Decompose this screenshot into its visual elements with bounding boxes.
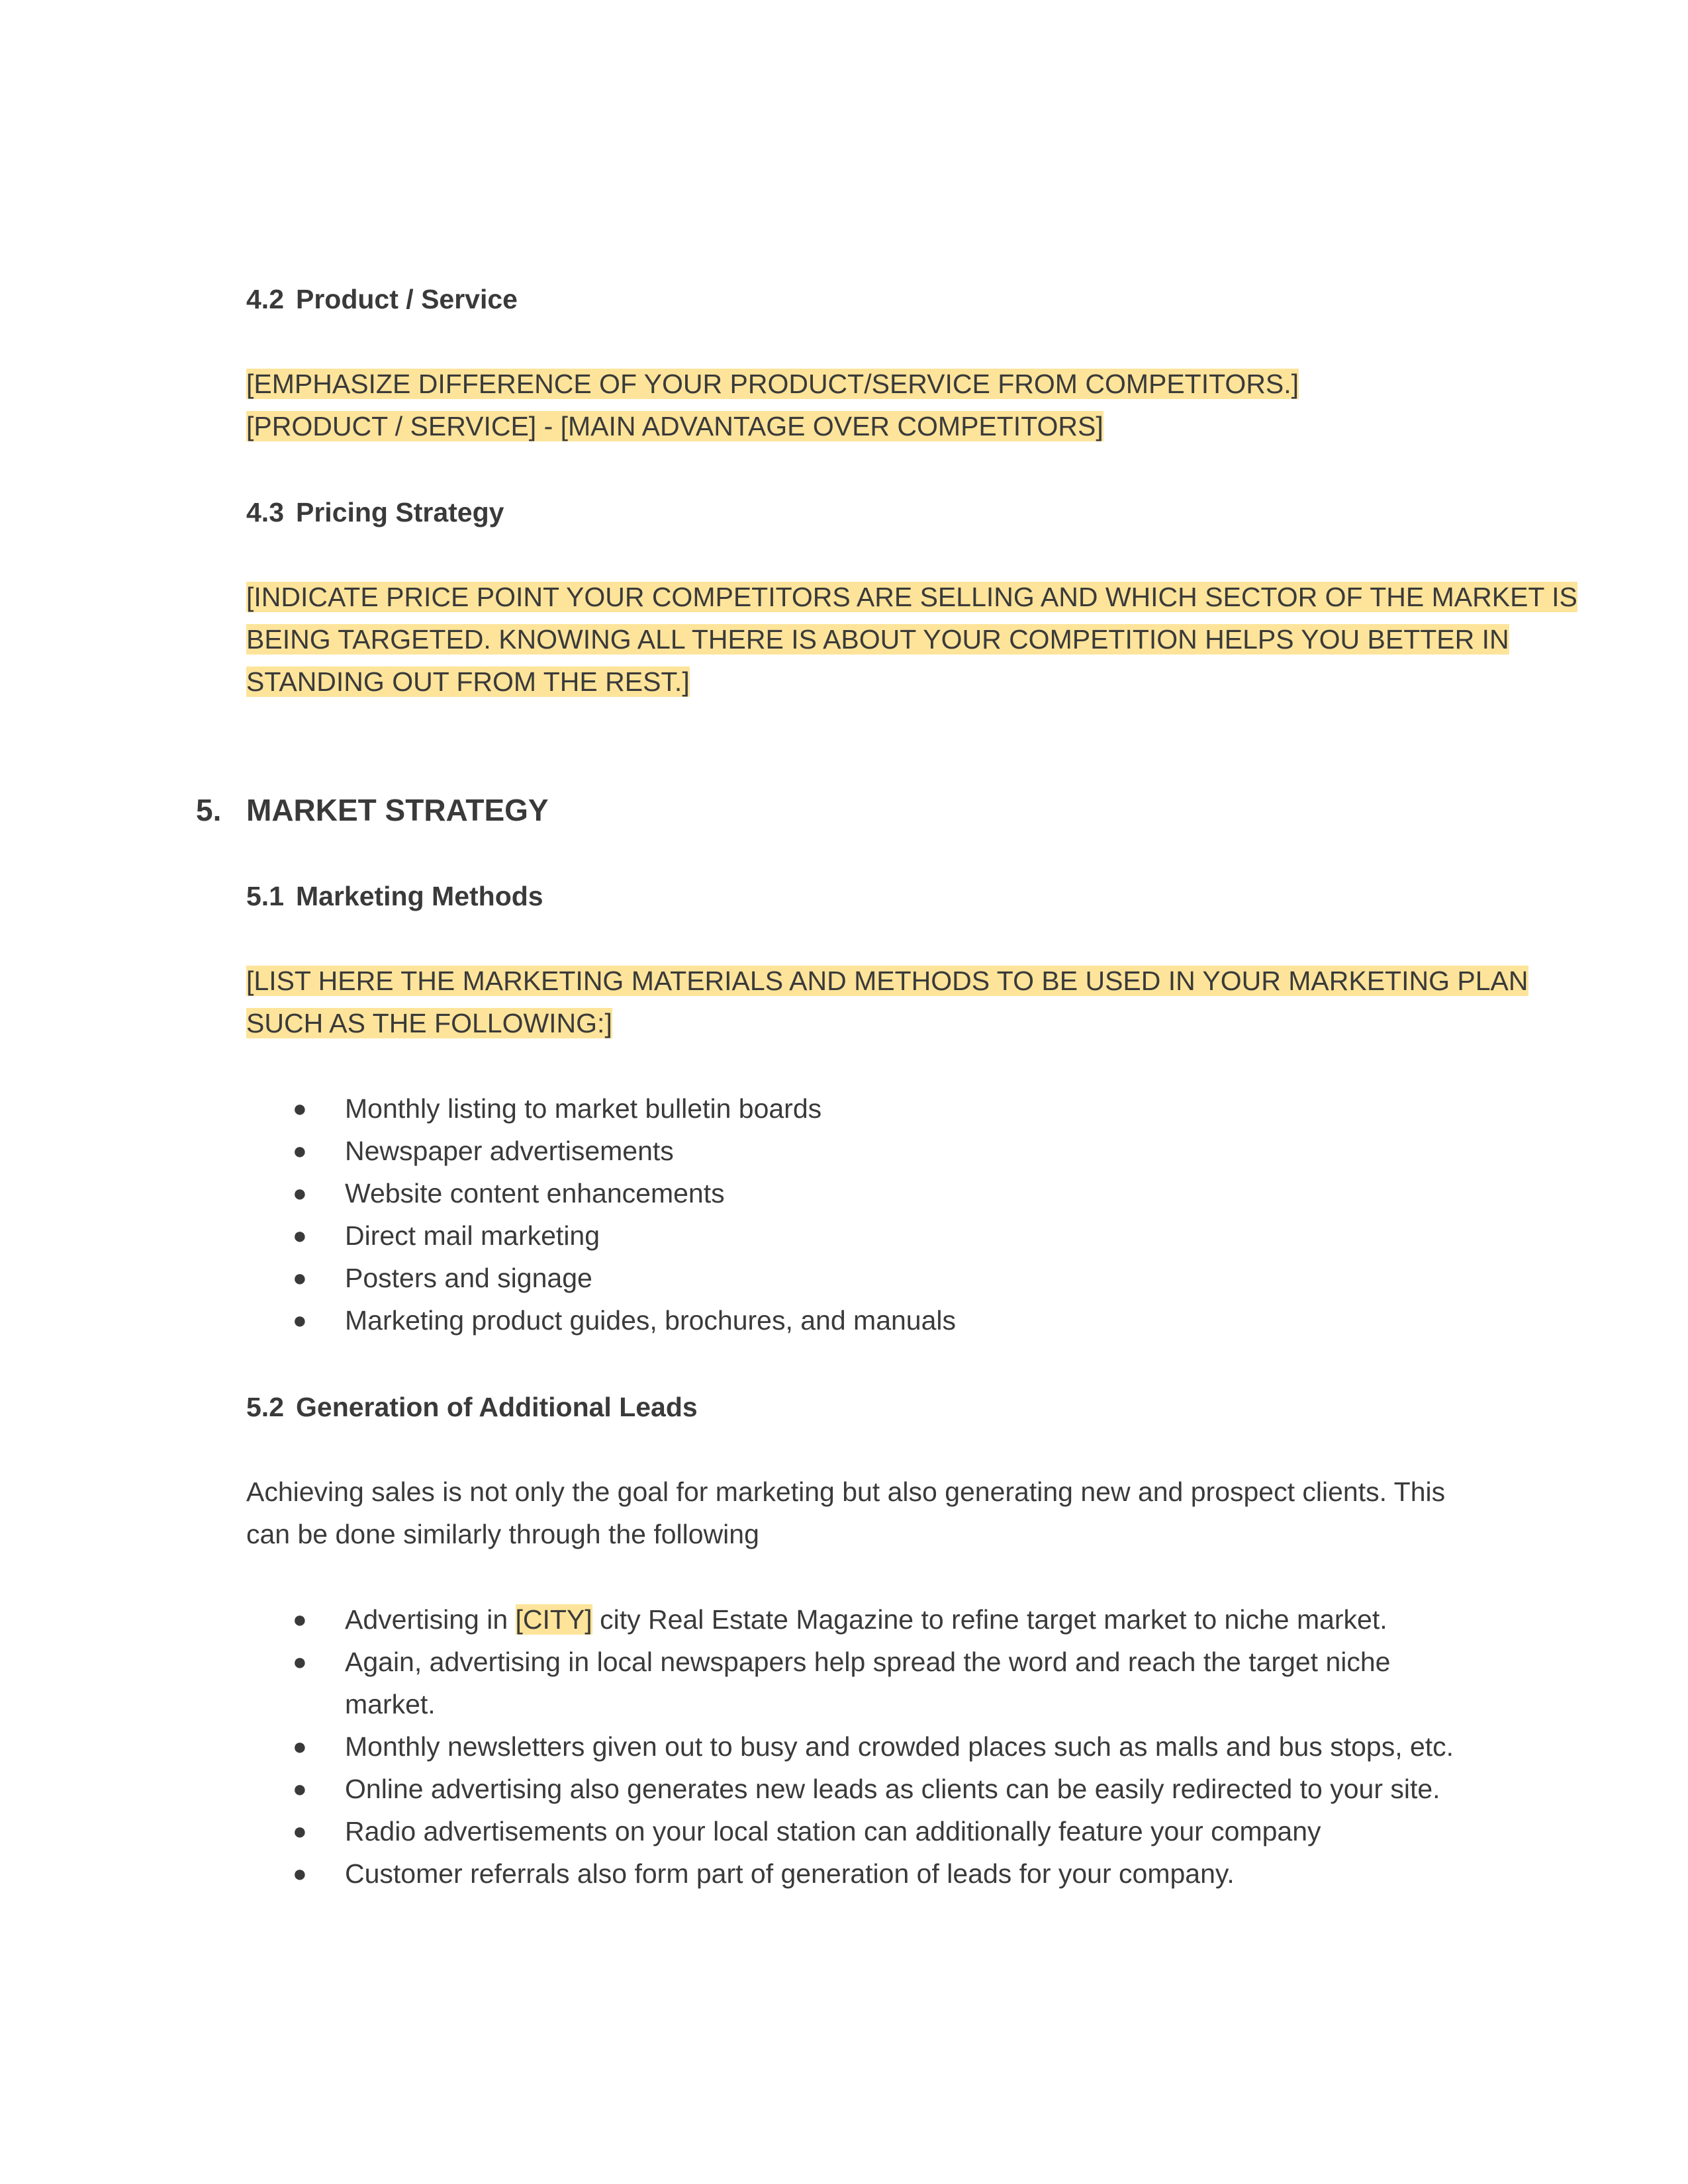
placeholder-highlight: [EMPHASIZE DIFFERENCE OF YOUR PRODUCT/SERVICE FROM COMPETITORS.] <box>246 369 1299 399</box>
heading-5-1-title: Marketing Methods <box>296 881 543 911</box>
heading-5-2-title: Generation of Additional Leads <box>296 1392 698 1422</box>
placeholder-5-1-line-2 <box>246 1002 612 1044</box>
bullet-icon: ● <box>293 1817 307 1844</box>
bullet-icon: ● <box>293 1606 307 1633</box>
list-item: Monthly newsletters given out to busy and crowded places such as malls and bus stops, etc. <box>345 1731 1454 1762</box>
bullet-icon: ● <box>293 1306 307 1334</box>
heading-4-2-title: Product / Service <box>296 284 518 314</box>
list-item: Posters and signage <box>345 1263 592 1293</box>
heading-5-1 <box>246 875 543 917</box>
bullet-icon: ● <box>293 1264 307 1291</box>
list-item <box>345 1598 1387 1641</box>
list-item: Online advertising also generates new leads as clients can be easily redirected to your site. <box>345 1774 1440 1804</box>
list-item: Website content enhancements <box>345 1178 725 1208</box>
placeholder-5-1-line-1 <box>246 960 1528 1002</box>
placeholder-highlight: SUCH AS THE FOLLOWING:] <box>246 1008 612 1038</box>
heading-4-2-number: 4.2 <box>246 284 284 314</box>
bullet-icon: ● <box>293 1137 307 1164</box>
bullet-icon: ● <box>293 1648 307 1675</box>
heading-5-number: 5. <box>196 793 222 827</box>
placeholder-4-3-line-2 <box>246 618 1509 660</box>
placeholder-highlight: [LIST HERE THE MARKETING MATERIALS AND METHODS TO BE USED IN YOUR MARKETING PLAN <box>246 966 1528 996</box>
city-placeholder: [CITY] <box>515 1604 592 1635</box>
bullet-icon: ● <box>293 1775 307 1802</box>
list-item-text: city Real Estate Magazine to refine target market to niche market. <box>592 1604 1387 1635</box>
heading-5-2-number: 5.2 <box>246 1392 284 1422</box>
placeholder-4-3-line-3 <box>246 660 690 703</box>
list-item: Again, advertising in local newspapers help spread the word and reach the target niche <box>345 1647 1391 1677</box>
list-item: Monthly listing to market bulletin boards <box>345 1093 822 1124</box>
list-item: Customer referrals also form part of generation of leads for your company. <box>345 1858 1235 1889</box>
bullet-icon: ● <box>293 1733 307 1760</box>
placeholder-highlight: STANDING OUT FROM THE REST.] <box>246 666 690 697</box>
list-item: Radio advertisements on your local station can additionally feature your company <box>345 1816 1321 1846</box>
placeholder-highlight: BEING TARGETED. KNOWING ALL THERE IS ABOUT YOUR COMPETITION HELPS YOU BETTER IN <box>246 624 1509 655</box>
bullet-icon: ● <box>293 1860 307 1887</box>
heading-5-1-number: 5.1 <box>246 881 284 911</box>
placeholder-4-2-line-2 <box>246 405 1103 447</box>
heading-4-3-title: Pricing Strategy <box>296 497 504 527</box>
heading-4-3-number: 4.3 <box>246 497 284 527</box>
heading-4-2 <box>246 278 518 320</box>
bullet-icon: ● <box>293 1222 307 1249</box>
list-item-continuation: market. <box>345 1689 436 1719</box>
bullet-icon: ● <box>293 1179 307 1206</box>
list-item: Marketing product guides, brochures, and manuals <box>345 1305 957 1336</box>
bullet-icon: ● <box>293 1095 307 1122</box>
placeholder-highlight: [INDICATE PRICE POINT YOUR COMPETITORS ARE SELLING AND WHICH SECTOR OF THE MARKET IS <box>246 582 1577 612</box>
heading-4-3 <box>246 491 504 533</box>
placeholder-4-2-line-1 <box>246 363 1299 405</box>
paragraph-line: Achieving sales is not only the goal for marketing but also generating new and prospect clients. This <box>246 1477 1446 1507</box>
paragraph-line: can be done similarly through the following <box>246 1519 759 1549</box>
heading-5 <box>196 789 549 831</box>
list-item: Direct mail marketing <box>345 1220 600 1251</box>
placeholder-4-3-line-1 <box>246 576 1577 618</box>
placeholder-highlight: [PRODUCT / SERVICE] - [MAIN ADVANTAGE OVER COMPETITORS] <box>246 411 1103 441</box>
list-item: Newspaper advertisements <box>345 1136 674 1166</box>
heading-5-title: MARKET STRATEGY <box>246 793 549 827</box>
list-item-text: Advertising in <box>345 1604 516 1635</box>
heading-5-2 <box>246 1386 698 1428</box>
